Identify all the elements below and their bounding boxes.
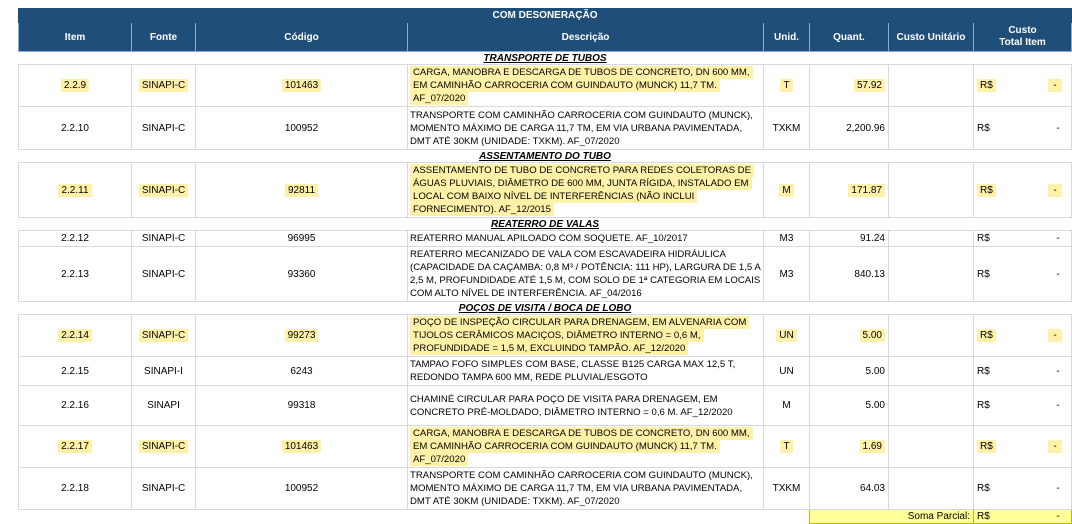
quantidade: 1.69 [860, 440, 885, 453]
unidade: M3 [779, 233, 794, 244]
custo-total-cell[interactable] [974, 163, 1072, 218]
item-code-cell[interactable] [19, 107, 132, 150]
fonte-cell[interactable] [132, 468, 196, 510]
header-custo-total[interactable] [974, 23, 1072, 52]
custo-total-cell[interactable] [974, 357, 1072, 386]
descricao-cell[interactable] [408, 386, 764, 426]
descricao-cell[interactable] [408, 468, 764, 510]
quantidade: 5.00 [865, 400, 885, 411]
codigo-cell[interactable] [196, 468, 408, 510]
descricao-cell[interactable] [408, 107, 764, 150]
total-value: - [1056, 268, 1060, 280]
table-row [19, 357, 1072, 386]
unidade-cell[interactable] [764, 426, 810, 468]
unidade-cell[interactable] [764, 468, 810, 510]
currency-symbol: R$ [977, 440, 996, 453]
fonte-cell[interactable] [132, 163, 196, 218]
unidade: M3 [779, 268, 794, 280]
item-code-cell[interactable] [19, 357, 132, 386]
codigo-cell[interactable] [196, 107, 408, 150]
total-value: - [1056, 365, 1060, 377]
soma-parcial-label: Soma Parcial: [810, 510, 974, 524]
fonte: SINAPI-C [139, 440, 188, 453]
total-value: - [1048, 329, 1062, 342]
unidade: TXKM [772, 483, 801, 494]
spreadsheet [18, 8, 1060, 524]
custo-unitario-cell[interactable] [889, 107, 974, 150]
total-value: - [1056, 483, 1060, 494]
total-value: - [1048, 440, 1062, 453]
item-code: 2.2.14 [58, 329, 92, 342]
quantidade: 5.00 [865, 365, 885, 377]
custo-total-cell[interactable] [974, 65, 1072, 107]
header-custo-total-line2: Total Item [999, 37, 1046, 48]
table-row [19, 231, 1072, 247]
item-code-cell[interactable] [19, 386, 132, 426]
table-row [19, 468, 1072, 510]
descricao: TRANSPORTE COM CAMINHÃO CARROCERIA COM GUINDAUTO (MUNCK), MOMENTO MÁXIMO DE CARGA 11,7 TM, EM VIA URBANA PAVIMENTADA, DMT ATÉ 30KM (UNIDADE: TXKM). AF_07/2020 [410, 470, 753, 507]
codigo: 100952 [284, 483, 319, 494]
item-code-cell[interactable] [19, 315, 132, 357]
currency-symbol: R$ [977, 79, 996, 92]
table-row [19, 426, 1072, 468]
item-code-cell[interactable] [19, 231, 132, 247]
currency-symbol: R$ [977, 184, 996, 197]
custo-total-cell[interactable] [974, 107, 1072, 150]
header-row [19, 23, 1072, 52]
quantidade-cell[interactable] [810, 65, 889, 107]
item-code-cell[interactable] [19, 468, 132, 510]
table-row [19, 163, 1072, 218]
unidade-cell[interactable] [764, 386, 810, 426]
custo-total-cell[interactable] [974, 231, 1072, 247]
custo-unitario-cell[interactable] [889, 231, 974, 247]
custo-total-cell[interactable] [974, 426, 1072, 468]
fonte-cell[interactable] [132, 386, 196, 426]
custo-total-cell[interactable] [974, 468, 1072, 510]
fonte: SINAPI-C [139, 79, 188, 92]
quantidade-cell[interactable] [810, 386, 889, 426]
descricao-cell[interactable] [408, 65, 764, 107]
descricao-cell[interactable] [408, 426, 764, 468]
currency-symbol: R$ [977, 483, 990, 494]
quantidade-cell[interactable] [810, 231, 889, 247]
unidade: M [782, 400, 791, 411]
custo-unitario-cell[interactable] [889, 247, 974, 302]
fonte-cell[interactable] [132, 357, 196, 386]
descricao-cell[interactable] [408, 231, 764, 247]
fonte-cell[interactable] [132, 65, 196, 107]
codigo: 6243 [290, 365, 313, 377]
custo-unitario-cell[interactable] [889, 386, 974, 426]
custo-unitario-cell[interactable] [889, 426, 974, 468]
currency-symbol: R$ [977, 400, 990, 411]
header-descricao[interactable]: Descrição [408, 23, 764, 52]
currency-symbol: R$ [977, 122, 990, 134]
descricao: TRANSPORTE COM CAMINHÃO CARROCERIA COM GUINDAUTO (MUNCK), MOMENTO MÁXIMO DE CARGA 11,7 TM, EM VIA URBANA PAVIMENTADA, DMT ATÉ 30KM (UNIDADE: TXKM). AF_07/2020 [410, 109, 753, 147]
item-code-cell[interactable] [19, 426, 132, 468]
unidade-cell[interactable] [764, 107, 810, 150]
unidade-cell[interactable] [764, 315, 810, 357]
table-row [19, 315, 1072, 357]
codigo: 93360 [287, 268, 316, 280]
item-code: 2.2.18 [61, 483, 89, 494]
quantidade-cell[interactable] [810, 426, 889, 468]
custo-total-cell[interactable] [974, 247, 1072, 302]
custo-unitario-cell[interactable] [889, 468, 974, 510]
unidade-cell[interactable] [764, 65, 810, 107]
table-row [19, 386, 1072, 426]
item-code: 2.2.9 [61, 79, 89, 92]
codigo-cell[interactable] [196, 315, 408, 357]
quantidade: 171.87 [848, 184, 885, 197]
quantidade: 5.00 [860, 329, 885, 342]
fonte: SINAPI-C [141, 268, 186, 280]
descricao: ASSENTAMENTO DE TUBO DE CONCRETO PARA REDES COLETORAS DE ÁGUAS PLUVIAIS, DIÂMETRO DE 600 MM, JUNTA RÍGIDA, INSTALADO EM LOCAL COM BAIXO NÍVEL DE INTERFERÊNCIAS (NÃO INCLUI FORNECIMENTO). AF_12/2015 [410, 164, 754, 216]
unidade-cell[interactable] [764, 357, 810, 386]
section-title: REATERRO DE VALAS [19, 218, 1072, 231]
custo-unitario-cell[interactable] [889, 163, 974, 218]
section-title: POÇOS DE VISITA / BOCA DE LOBO [19, 302, 1072, 315]
codigo: 101463 [282, 79, 321, 92]
descricao: CARGA, MANOBRA E DESCARGA DE TUBOS DE CONCRETO, DN 600 MM, EM CAMINHÃO CARROCERIA COM GUINDAUTO (MUNCK) 11,7 TM. AF_07/2020 [410, 427, 753, 466]
soma-parcial-value-cell[interactable] [974, 510, 1072, 524]
header-fonte[interactable]: Fonte [132, 23, 196, 52]
section-title: ASSENTAMENTO DO TUBO [19, 150, 1072, 163]
unidade: UN [779, 365, 794, 377]
item-code: 2.2.15 [61, 365, 89, 377]
codigo: 99273 [285, 329, 319, 342]
banner-row [19, 9, 1072, 23]
codigo: 92811 [285, 184, 318, 197]
descricao: TAMPAO FOFO SIMPLES COM BASE, CLASSE B125 CARGA MAX 12,5 T, REDONDO TAMPA 600 MM, REDE PLUVIAL/ESGOTO [410, 359, 736, 383]
soma-parcial-row [19, 510, 1072, 524]
item-code: 2.2.13 [61, 268, 89, 280]
custo-unitario-cell[interactable] [889, 65, 974, 107]
unidade: TXKM [772, 122, 801, 134]
item-code: 2.2.10 [61, 122, 89, 134]
item-code-cell[interactable] [19, 163, 132, 218]
fonte: SINAPI [147, 400, 180, 411]
quantidade-cell[interactable] [810, 357, 889, 386]
fonte-cell[interactable] [132, 315, 196, 357]
soma-spacer [19, 510, 810, 524]
codigo: 96995 [287, 233, 316, 244]
header-unid[interactable]: Unid. [764, 23, 810, 52]
custo-unitario-cell[interactable] [889, 357, 974, 386]
quantidade-cell[interactable] [810, 468, 889, 510]
total-value: - [1048, 79, 1062, 92]
descricao: POÇO DE INSPEÇÃO CIRCULAR PARA DRENAGEM, EM ALVENARIA COM TIJOLOS CERÂMICOS MACIÇOS, DIÂMETRO INTERNO = 0,6 M, PROFUNDIDADE = 1,5 M, EXCLUINDO TAMPÃO. AF_12/2020 [410, 316, 749, 355]
quantidade: 64.03 [859, 483, 885, 494]
fonte-cell[interactable] [132, 247, 196, 302]
codigo-cell[interactable] [196, 426, 408, 468]
fonte: SINAPI-C [141, 233, 186, 244]
total-value: - [1056, 400, 1060, 411]
quantidade: 840.13 [854, 268, 885, 280]
fonte-cell[interactable] [132, 426, 196, 468]
codigo-cell[interactable] [196, 247, 408, 302]
codigo-cell[interactable] [196, 386, 408, 426]
table-row [19, 107, 1072, 150]
unidade: UN [776, 329, 796, 342]
total-value: - [1056, 122, 1060, 134]
soma-value: - [1056, 511, 1060, 522]
quantidade-cell[interactable] [810, 247, 889, 302]
total-value: - [1056, 233, 1060, 244]
unidade: T [780, 440, 792, 453]
item-code: 2.2.16 [61, 400, 89, 411]
item-code-cell[interactable] [19, 247, 132, 302]
descricao-cell[interactable] [408, 357, 764, 386]
fonte: SINAPI-C [139, 184, 188, 197]
fonte: SINAPI-C [141, 483, 186, 494]
currency-symbol: R$ [977, 268, 990, 280]
custo-total-cell[interactable] [974, 386, 1072, 426]
banner-title: COM DESONERAÇÃO [19, 9, 1072, 23]
unidade: M [779, 184, 793, 197]
item-code-cell[interactable] [19, 65, 132, 107]
unidade-cell[interactable] [764, 247, 810, 302]
header-custo-total-line1: Custo [1008, 25, 1037, 36]
codigo-cell[interactable] [196, 231, 408, 247]
codigo-cell[interactable] [196, 357, 408, 386]
quantidade: 2,200.96 [846, 122, 885, 134]
quantidade: 91.24 [859, 233, 885, 244]
header-custo-unitario[interactable]: Custo Unitário [889, 23, 974, 52]
fonte: SINAPI-C [139, 329, 188, 342]
item-code: 2.2.11 [58, 184, 91, 197]
custo-total-cell[interactable] [974, 315, 1072, 357]
codigo: 101463 [282, 440, 321, 453]
currency-symbol: R$ [977, 365, 990, 377]
codigo: 99318 [287, 400, 316, 411]
section-row [19, 218, 1072, 231]
descricao-cell[interactable] [408, 315, 764, 357]
quantidade: 57.92 [854, 79, 885, 92]
header-item[interactable]: Item [19, 23, 132, 52]
section-row [19, 150, 1072, 163]
section-title: TRANSPORTE DE TUBOS [19, 52, 1072, 65]
soma-currency: R$ [977, 511, 990, 522]
budget-table [18, 8, 1072, 524]
item-code: 2.2.17 [58, 440, 92, 453]
fonte: SINAPI-I [144, 365, 183, 377]
quantidade-cell[interactable] [810, 163, 889, 218]
descricao-cell[interactable] [408, 163, 764, 218]
unidade: T [780, 79, 792, 92]
section-row [19, 302, 1072, 315]
fonte-cell[interactable] [132, 107, 196, 150]
table-row [19, 65, 1072, 107]
currency-symbol: R$ [977, 233, 990, 244]
total-value: - [1048, 184, 1062, 197]
quantidade-cell[interactable] [810, 315, 889, 357]
fonte-cell[interactable] [132, 231, 196, 247]
table-row [19, 247, 1072, 302]
header-quant[interactable]: Quant. [810, 23, 889, 52]
quantidade-cell[interactable] [810, 107, 889, 150]
fonte: SINAPI-C [141, 122, 186, 134]
unidade-cell[interactable] [764, 163, 810, 218]
unidade-cell[interactable] [764, 231, 810, 247]
codigo-cell[interactable] [196, 65, 408, 107]
currency-symbol: R$ [977, 329, 996, 342]
codigo-cell[interactable] [196, 163, 408, 218]
descricao-cell[interactable] [408, 247, 764, 302]
descricao: CARGA, MANOBRA E DESCARGA DE TUBOS DE CONCRETO, DN 600 MM, EM CAMINHÃO CARROCERIA COM GUINDAUTO (MUNCK) 11,7 TM. AF_07/2020 [410, 66, 753, 105]
descricao: CHAMINÉ CIRCULAR PARA POÇO DE VISITA PARA DRENAGEM, EM CONCRETO PRÉ-MOLDADO, DIÂMETRO INTERNO = 0,6 M. AF_12/2020 [410, 393, 733, 418]
header-codigo[interactable]: Código [196, 23, 408, 52]
descricao: REATERRO MECANIZADO DE VALA COM ESCAVADEIRA HIDRÁULICA (CAPACIDADE DA CAÇAMBA: 0,8 M³ / POTÊNCIA: 111 HP), LARGURA DE 1,5 A 2,5 M, PROFUNDIDADE ATÉ 1,5 M, COM SOLO DE 1ª CATEGORIA EM LOCAIS COM ALTO NÍVEL DE INTERFERÊNCIA. AF_04/2016 [410, 249, 761, 299]
item-code: 2.2.12 [61, 233, 89, 244]
codigo: 100952 [284, 122, 319, 134]
descricao: REATERRO MANUAL APILOADO COM SOQUETE. AF_10/2017 [410, 233, 688, 244]
custo-unitario-cell[interactable] [889, 315, 974, 357]
section-row [19, 52, 1072, 65]
